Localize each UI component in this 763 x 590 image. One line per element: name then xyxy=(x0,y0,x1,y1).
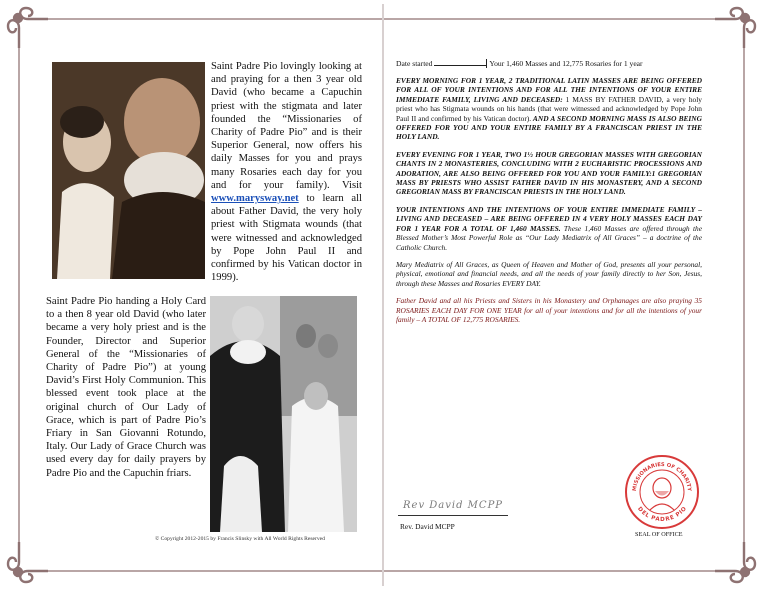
paragraph-total-masses xyxy=(396,205,702,252)
corner-ornament-bottom-left xyxy=(4,540,50,586)
signature-line xyxy=(398,515,508,516)
marysway-link[interactable]: www.marysway.net xyxy=(211,193,299,205)
caption-top-text: Saint Padre Pio lovingly looking at and praying for a then 3 year old David (who became a Capuchin priest with the stigmata and later founded the “Missionaries of Charity of Padre Pio” and is their Superior General, now offers his daily Masses for you and prays many Rosaries each day for you and for your family). Visit xyxy=(211,61,362,191)
photo-padre-pio-with-child xyxy=(52,62,205,279)
border-right xyxy=(743,46,745,544)
corner-ornament-bottom-right xyxy=(713,540,759,586)
corner-ornament-top-right xyxy=(713,4,759,50)
caption-top-text-continued: to learn all about Father David, the very holy priest with Stigmata wounds (that were witnessed and acknowledged by Pope John Paul II and confirmed by his Vatican doctor in 1999). xyxy=(211,193,362,284)
morning-masses-second: AND A SECOND MORNING MASS IS ALSO BEING OFFERED FOR YOU AND YOUR ENTIRE FAMILY BY A FRANCISCAN PRIEST IN THE HOLY LAND. xyxy=(396,113,702,142)
morning-masses-detail: 1 MASS BY FATHER DAVID, a very holy priest who has Stigmata wounds on his hands (that were witnessed and acknowledged by Pope John Paul II and confirmed by his Vatican doctor). xyxy=(396,94,702,123)
copyright-notice: © Copyright 2012-2015 by Francis Slinsky with All World Rights Reserved xyxy=(155,536,325,542)
handwritten-signature: Rev David MCPP xyxy=(403,500,504,511)
morning-masses-heading: EVERY MORNING FOR 1 YEAR, 2 TRADITIONAL LATIN MASSES ARE BEING OFFERED FOR ALL OF YOUR INTENTIONS AND FOR ALL THE INTENTIONS OF YOUR ENTIRE IMMEDIATE FAMILY, LIVING AND DECEASED: xyxy=(396,76,702,104)
signer-name: Rev. David MCPP xyxy=(400,522,455,531)
date-started-blank xyxy=(434,58,486,66)
paragraph-mediatrix: Mary Mediatrix of All Graces, as Queen of Heaven and Mother of God, presents all your personal, physical, emotional and financial needs, and all the needs of your family directly to her Son, Jesus, through these Masses and Rosaries EVERY DAY. xyxy=(396,259,702,288)
page-fold xyxy=(382,4,384,586)
total-masses-detail: These 1,460 Masses are offered through the Blessed Mother’s Most Powerful Role as “Our Lady Mediatrix of All Graces” – a doctrine of the Catholic Church. xyxy=(396,223,702,252)
border-left xyxy=(18,46,20,544)
right-page-content xyxy=(396,58,702,332)
evening-masses-text: EVERY EVENING FOR 1 YEAR, TWO 1½ HOUR GREGORIAN MASSES WITH GREGORIAN CHANTS IN 2 MONASTERIES, CONCLUDING WITH 2 EUCHARISTIC PROCESSIONS AND ADORATION, ARE ALSO BEING OFFERED FOR YOU AND YOUR FAMILY:1 GREGORIAN MASS BY PRIESTS WHO ASSIST FATHER DAVID IN HIS MONASTERY, AND A SECOND GREGORIAN MASS BY FRANCISCAN PRIESTS IN THE HOLY LAND. xyxy=(396,149,702,197)
paragraph-rosaries xyxy=(396,296,702,324)
paragraph-morning-masses xyxy=(396,76,702,142)
caption-padre-pio-looking xyxy=(211,60,362,284)
seal-stamp xyxy=(624,454,700,530)
seal-text-bottom: DEL PADRE PIO xyxy=(636,506,688,524)
corner-ornament-top-left xyxy=(4,4,50,50)
date-line xyxy=(396,58,702,68)
total-masses-heading: YOUR INTENTIONS AND THE INTENTIONS OF YOUR ENTIRE IMMEDIATE FAMILY – LIVING AND DECEASED – ARE BEING OFFERED IN 4 VERY HOLY MASSES EACH DAY FOR 1 YEAR FOR A TOTAL OF 1,460 MASSES. xyxy=(396,204,702,233)
caption-holy-card: Saint Padre Pio handing a Holy Card to a then 8 year old David (who later became a very holy priest and is the Founder, Director and Superior General of the “Missionaries of Charity of Padre Pio”) at young David’s First Holy Communion. This blessed event took place at the original church of Our Lady of Grace, which is part of Padre Pio’s Friary in San Giovanni Rotundo, Italy. Our Lady of Grace Church was used every day for daily prayers by Padre Pio and the Capuchin friars. xyxy=(46,296,206,479)
seal-text-top: MISSIONARIES OF CHARITY xyxy=(631,461,693,492)
rosaries-text: Father David and all his Priests and Sisters in his Monastery and Orphanages are also praying 35 ROSARIES EACH DAY FOR ONE YEAR for all of your intentions and for all the intentions of your family – A TOTAL OF 12,775 ROSARIES. xyxy=(396,296,702,324)
date-started-label: Date started xyxy=(396,59,433,68)
paragraph-evening-masses xyxy=(396,150,702,197)
date-summary: Your 1,460 Masses and 12,775 Rosaries for 1 year xyxy=(486,59,642,68)
photo-first-holy-communion xyxy=(210,296,357,532)
seal-label: SEAL OF OFFICE xyxy=(635,531,683,538)
